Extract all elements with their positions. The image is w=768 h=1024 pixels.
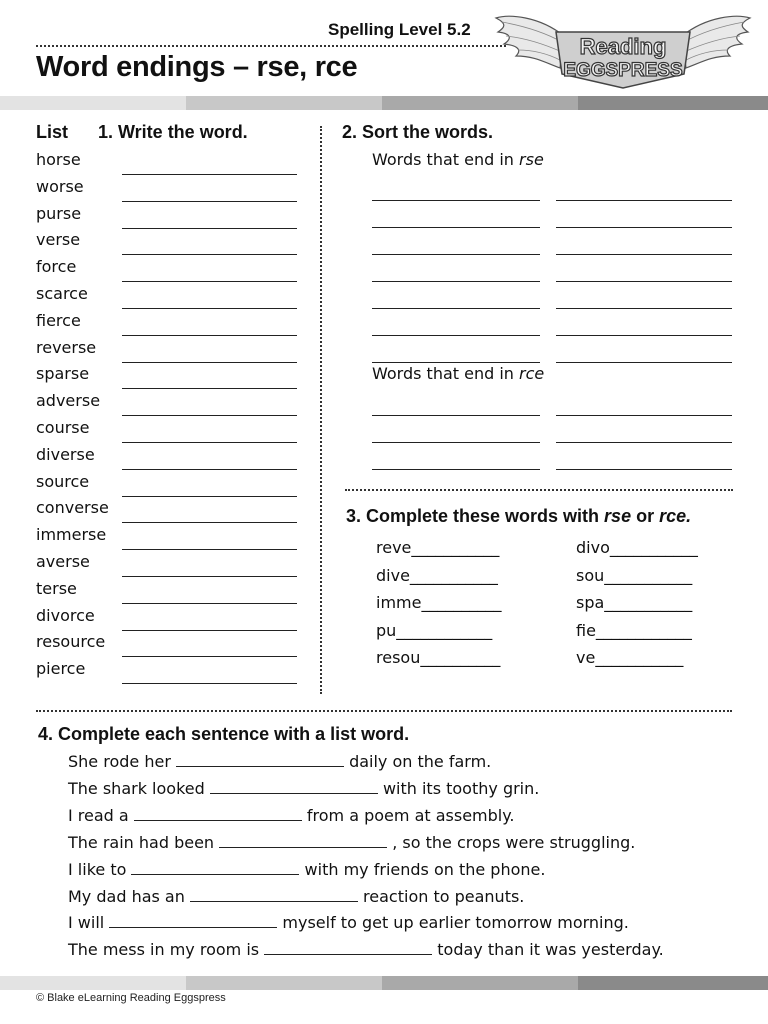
- sentence-text-after: myself to get up earlier tomorrow morning.: [277, 913, 629, 933]
- footer-band-segment: [578, 976, 768, 990]
- footer-band-segment: [186, 976, 382, 990]
- sentence: [68, 887, 524, 906]
- sort-rse-line[interactable]: [372, 308, 540, 309]
- write-word-line[interactable]: [122, 201, 297, 202]
- header-band-segment: [0, 96, 186, 110]
- list-word: diverse: [36, 444, 95, 464]
- sort-rce-line[interactable]: [372, 442, 540, 443]
- section2-heading: 2. Sort the words.: [342, 122, 494, 142]
- write-word-line[interactable]: [122, 469, 297, 470]
- sentence: [68, 940, 664, 959]
- write-word-line[interactable]: [122, 228, 297, 229]
- copyright-footer: © Blake eLearning Reading Eggspress: [36, 992, 226, 1004]
- sentence: [68, 779, 539, 798]
- word-fragment[interactable]: fie____________: [576, 620, 692, 640]
- word-fragment[interactable]: resou__________: [376, 648, 501, 667]
- sentence-blank[interactable]: [190, 887, 358, 902]
- list-word: terse: [36, 578, 77, 598]
- sort-rce-line[interactable]: [556, 469, 732, 470]
- header-divider: [36, 45, 506, 47]
- sentence-blank[interactable]: [219, 833, 387, 848]
- page-title: Word endings – rse, rce: [36, 51, 358, 83]
- write-word-line[interactable]: [122, 442, 297, 443]
- sentence-text-after: , so the crops were struggling.: [387, 832, 636, 852]
- word-fragment[interactable]: imme__________: [376, 593, 502, 612]
- word-fragment[interactable]: divo___________: [576, 538, 698, 557]
- write-word-line[interactable]: [122, 522, 297, 523]
- rce-label: Words that end in rce: [372, 364, 545, 383]
- section1-heading: 1. Write the word.: [98, 122, 248, 142]
- sentence-blank[interactable]: [109, 913, 277, 928]
- write-word-line[interactable]: [122, 496, 297, 497]
- rse-label: Words that end in rse: [372, 150, 544, 169]
- word-fragment[interactable]: reve___________: [376, 538, 500, 557]
- reading-eggspress-logo: [494, 6, 752, 92]
- list-word: verse: [36, 230, 81, 250]
- write-word-line[interactable]: [122, 308, 297, 309]
- list-word: sparse: [36, 364, 90, 384]
- sentence-blank[interactable]: [134, 806, 302, 821]
- list-word: worse: [36, 176, 84, 196]
- write-word-line[interactable]: [122, 174, 297, 175]
- write-word-line[interactable]: [122, 576, 297, 577]
- write-word-line[interactable]: [122, 281, 297, 282]
- word-fragment[interactable]: ve___________: [576, 648, 684, 667]
- list-word: force: [36, 257, 77, 277]
- sentence-text-before: I read a: [68, 805, 134, 825]
- sort-rce-line[interactable]: [372, 469, 540, 470]
- section-divider: [36, 710, 732, 712]
- list-word: reverse: [36, 337, 97, 357]
- list-word: divorce: [36, 605, 95, 625]
- list-word: scarce: [36, 284, 88, 303]
- column-divider: [320, 126, 322, 694]
- sentence-text-after: from a poem at assembly.: [301, 805, 515, 825]
- word-fragment[interactable]: sou___________: [576, 565, 693, 585]
- write-word-line[interactable]: [122, 656, 297, 657]
- sentence-text-after: daily on the farm.: [343, 752, 492, 771]
- sentence: [68, 913, 629, 932]
- write-word-line[interactable]: [122, 683, 297, 684]
- sort-rse-line[interactable]: [556, 200, 732, 201]
- list-word: immerse: [36, 525, 107, 545]
- sentence-blank[interactable]: [210, 779, 378, 794]
- write-word-line[interactable]: [122, 630, 297, 631]
- sort-rce-line[interactable]: [556, 415, 732, 416]
- word-fragment[interactable]: spa___________: [576, 593, 693, 612]
- list-word: horse: [36, 150, 81, 169]
- sort-rse-line[interactable]: [372, 281, 540, 282]
- sentence: [68, 860, 545, 879]
- sentence: [68, 752, 491, 771]
- list-word: purse: [36, 203, 82, 223]
- section3-heading: 3. Complete these words with rse or rce.: [346, 506, 692, 526]
- sentence: [68, 806, 515, 825]
- sentence-blank[interactable]: [176, 752, 344, 767]
- sentence-text-after: reaction to peanuts.: [357, 886, 525, 906]
- list-word: resource: [36, 632, 106, 652]
- list-word: source: [36, 471, 90, 491]
- sort-rse-line[interactable]: [556, 308, 732, 309]
- sentence-blank[interactable]: [264, 940, 432, 955]
- sort-rse-line[interactable]: [372, 362, 540, 363]
- write-word-line[interactable]: [122, 603, 297, 604]
- sort-rce-line[interactable]: [372, 415, 540, 416]
- sentence-text-after: today than it was yesterday.: [432, 940, 664, 960]
- sort-rse-line[interactable]: [556, 335, 732, 336]
- list-word: converse: [36, 498, 109, 518]
- list-word: adverse: [36, 391, 101, 411]
- sentence-text-before: The mess in my room is: [68, 940, 265, 960]
- list-word: fierce: [36, 310, 81, 330]
- write-word-line[interactable]: [122, 388, 297, 389]
- sentence-text-before: The shark looked: [68, 778, 210, 798]
- header-band-segment: [578, 96, 768, 110]
- sort-rse-line[interactable]: [556, 362, 732, 363]
- spelling-level-label: Spelling Level 5.2: [328, 20, 471, 39]
- section4-heading: 4. Complete each sentence with a list word.: [38, 724, 410, 744]
- write-word-line[interactable]: [122, 335, 297, 336]
- sort-rse-line[interactable]: [556, 254, 732, 255]
- list-word: pierce: [36, 659, 86, 679]
- sentence-text-before: My dad has an: [68, 886, 190, 906]
- svg-text:EGGSPRESS: EGGSPRESS: [563, 60, 683, 81]
- write-word-line[interactable]: [122, 254, 297, 255]
- list-word: course: [36, 418, 90, 437]
- sentence-blank[interactable]: [131, 860, 299, 875]
- sort-rse-line[interactable]: [372, 227, 540, 228]
- sort-rse-line[interactable]: [372, 254, 540, 255]
- sentence-text-before: She rode her: [68, 752, 176, 771]
- sentence-text-after: with its toothy grin.: [377, 778, 540, 798]
- list-word: averse: [36, 552, 90, 571]
- sentence: [68, 833, 635, 852]
- header-band-segment: [382, 96, 578, 110]
- section-divider: [345, 489, 733, 491]
- sort-rse-line[interactable]: [556, 281, 732, 282]
- svg-text:Reading: Reading: [579, 34, 667, 59]
- list-label: List: [36, 122, 69, 142]
- sentence-text-after: with my friends on the phone.: [299, 859, 546, 879]
- sentence-text-before: I will: [68, 913, 110, 933]
- sort-rse-line[interactable]: [372, 200, 540, 201]
- sentence-text-before: The rain had been: [68, 832, 220, 852]
- write-word-line[interactable]: [122, 415, 297, 416]
- sentence-text-before: I like to: [68, 859, 132, 879]
- word-fragment[interactable]: dive___________: [376, 565, 498, 585]
- sort-rse-line[interactable]: [556, 227, 732, 228]
- footer-band-segment: [382, 976, 578, 990]
- header-band-segment: [186, 96, 382, 110]
- sort-rse-line[interactable]: [372, 335, 540, 336]
- footer-band-segment: [0, 976, 186, 990]
- write-word-line[interactable]: [122, 549, 297, 550]
- sort-rce-line[interactable]: [556, 442, 732, 443]
- word-fragment[interactable]: pu____________: [376, 620, 493, 640]
- write-word-line[interactable]: [122, 362, 297, 363]
